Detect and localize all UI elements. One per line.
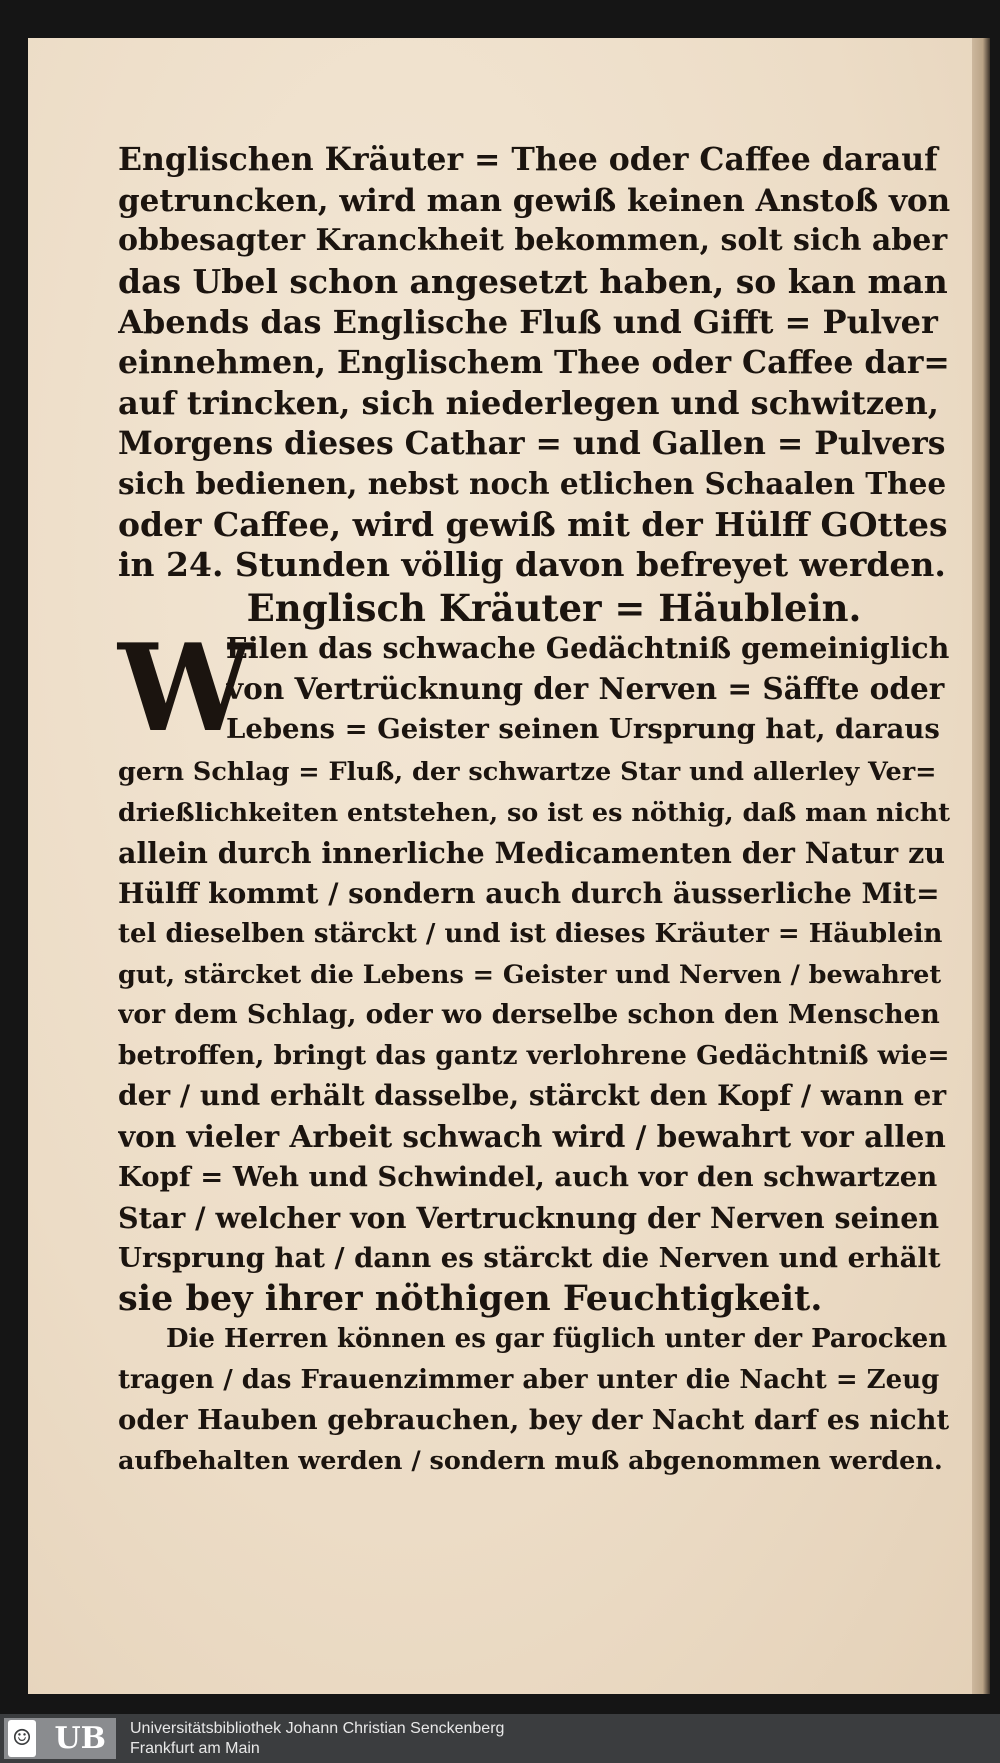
text-line: Eilen das schwache Gedächtniß gemeiniglich [226,631,950,665]
page-edge [972,38,990,1694]
portrait-icon: ☺ [8,1720,36,1757]
text-line: der / und erhält dasselbe, stärckt den Kopf / wann er [118,1079,947,1112]
drop-cap: W [118,618,253,759]
text-line: Star / welcher von Vertrucknung der Nerven seinen [118,1200,940,1235]
text-line: drießlichkeiten entstehen, so ist es nöthig, daß man nicht [118,797,950,828]
text-line: sie bey ihrer nöthigen Feuchtigkeit. [118,1278,823,1319]
text-line: von vieler Arbeit schwach wird / bewahrt vor allen [118,1118,946,1154]
library-logo[interactable] [4,1718,116,1759]
text-line: Lebens = Geister seinen Ursprung hat, daraus [226,713,940,745]
text-line: betroffen, bringt das gantz verlohrene Gedächtniß wie= [118,1039,950,1071]
text-line: auf trincken, sich niederlegen und schwitzen, [118,384,939,422]
text-line: Englischen Kräuter = Thee oder Caffee darauf [118,141,938,178]
text-line: vor dem Schlag, oder wo derselbe schon den Menschen [118,999,940,1030]
section-heading: Englisch Kräuter = Häublein. [246,585,862,630]
text-line: oder Caffee, wird gewiß mit der Hülff GOttes [118,504,948,544]
text-line: obbesagter Kranckheit bekommen, solt sich aber [118,223,948,258]
institution-name [130,1719,504,1759]
text-line: Die Herren können es gar füglich unter der Parocken [166,1324,948,1354]
text-line: sich bedienen, nebst noch etlichen Schaalen Thee [118,466,947,501]
paragraph [118,618,950,759]
text-line: gut, stärcket die Lebens = Geister und Nerven / bewahret [118,959,942,990]
text-line: tragen / das Frauenzimmer aber unter die Nacht = Zeug [118,1364,940,1395]
text-line: das Ubel schon angesetzt haben, so kan man [118,261,948,301]
text-line: tel dieselben stärckt / und ist dieses Kräuter = Häublein [118,919,943,949]
text-line: oder Hauben gebrauchen, bey der Nacht darf es nicht [118,1404,950,1436]
text-line: Kopf = Weh und Schwindel, auch vor den schwartzen [118,1161,938,1193]
institution-line: Frankfurt am Main [130,1739,260,1757]
text-line: gern Schlag = Fluß, der schwartze Star und allerley Ver= [118,757,937,787]
footer-bar [0,1714,1000,1763]
text-line: allein durch innerliche Medicamenten der Natur zu [118,836,946,870]
text-line: Hülff kommt / sondern auch durch äusserliche Mit= [118,876,940,910]
logo-text: UB [54,1721,106,1756]
institution-line: Universitätsbibliothek Johann Christian Senckenberg [130,1719,505,1737]
text-line: einnehmen, Englischem Thee oder Caffee dar= [118,343,950,381]
page-text [118,140,950,1481]
text-line: in 24. Stunden völlig davon befreyet werden. [118,545,946,584]
text-line: Ursprung hat / dann es stärckt die Nerven und erhält [118,1242,941,1274]
text-line: von Vertrücknung der Nerven = Säffte oder [226,670,945,706]
text-line: aufbehalten werden / sondern muß abgenommen werden. [118,1445,943,1476]
text-line: Abends das Englische Fluß und Gifft = Pulver [118,303,938,341]
text-line: Morgens dieses Cathar = und Gallen = Pulvers [118,424,946,462]
logo-box [4,1718,116,1759]
text-line: getruncken, wird man gewiß keinen Anstoß von [118,182,950,219]
